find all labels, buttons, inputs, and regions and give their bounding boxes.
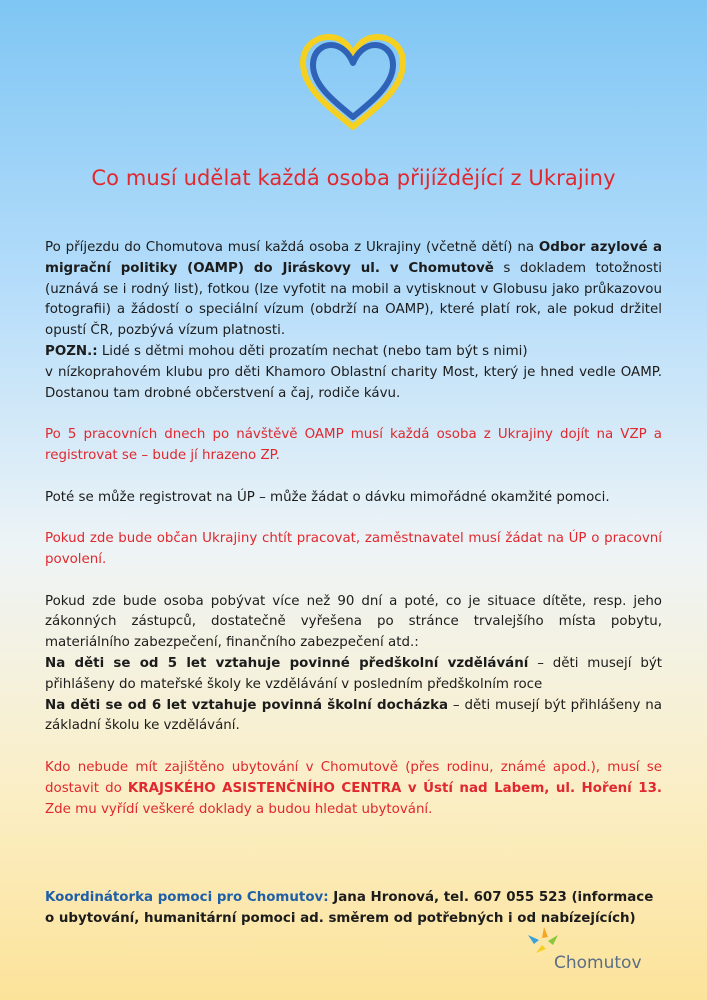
paragraph-note: POZN.: Lidé s dětmi mohou děti prozatím nechat (nebo tam být s nimi) v nízkoprahovém klubu pro děti Khamoro Oblastní charity Most, který je hned vedle OAMP. Dostanou tam drobné občerstvení a čaj, rodiče kávu. xyxy=(45,343,662,401)
logo-text: Chomutov xyxy=(554,953,642,973)
coordinator-info: Koordinátorka pomoci pro Chomutov: Jana Hronová, tel. 607 055 523 (informace o ubytování, humanitární pomoci ad. směrem od potřebných i od nabízejících) xyxy=(45,890,654,927)
assistance-center: KRAJSKÉHO ASISTENČNÍHO CENTRA v Ústí nad Labem, ul. Hoření 13. xyxy=(127,780,662,796)
paragraph-vzp: Po 5 pracovních dnech po návštěvě OAMP musí každá osoba z Ukrajiny dojít na VZP a registrovat se – bude jí hrazeno ZP. xyxy=(45,427,662,463)
paragraph-up: Poté se může registrovat na ÚP – může žádat o dávku mimořádné okamžité pomoci. xyxy=(45,489,610,505)
paragraph-work: Pokud zde bude občan Ukrajiny chtít pracovat, zaměstnavatel musí žádat na ÚP o pracovní povolení. xyxy=(45,531,662,567)
oamp-address: Odbor azylové a migrační politiky (OAMP) do Jiráskovy ul. v Chomutově xyxy=(45,240,662,276)
note-label: POZN.: xyxy=(45,343,98,359)
chomutov-logo xyxy=(524,925,654,980)
paragraph-90-days: Pokud zde bude osoba pobývat více než 90 dní a poté, co je situace dítěte, resp. jeho zákonných zástupců, dostatečně vyřešena po stránce trvalejšího místa pobytu, materiálního zabezpečení, finančního zabezpečení atd.: Na děti se od 5 let vztahuje povinné předškolní vzdělávání – děti musejí být přihlášeny do mateřské školy ke vzdělávání v posledním předškolním roce Na děti se od 6 let vztahuje povinná školní docházka – děti musejí být přihlášeny na základní školu ke vzdělávání. xyxy=(45,593,662,734)
coordinator-label: Koordinátorka pomoci pro Chomutov: xyxy=(45,890,329,906)
ukraine-heart-icon xyxy=(297,33,409,133)
page-title: Co musí udělat každá osoba přijíždějící z Ukrajiny xyxy=(91,166,616,190)
paragraph-arrival: Po příjezdu do Chomutova musí každá osoba z Ukrajiny (včetně dětí) na Odbor azylové a migrační politiky (OAMP) do Jiráskovy ul. v Chomutově s dokladem totožnosti (uznává se i rodný list), fotkou (lze vyfotit na mobil a vytisknout v Globusu jako průkazovou fotografii) a žádostí o speciální vízum (obdrží na OAMP), které platí rok, ale pokud držitel opustí ČR, pozbývá vízum platnosti. xyxy=(45,240,662,339)
main-text xyxy=(45,238,662,820)
paragraph-accommodation: Kdo nebude mít zajištěno ubytování v Chomutově (přes rodinu, známé apod.), musí se dostavit do KRAJSKÉHO ASISTENČNÍHO CENTRA v Ústí nad Labem, ul. Hoření 13. Zde mu vyřídí veškeré doklady a budou hledat ubytování. xyxy=(45,759,662,817)
